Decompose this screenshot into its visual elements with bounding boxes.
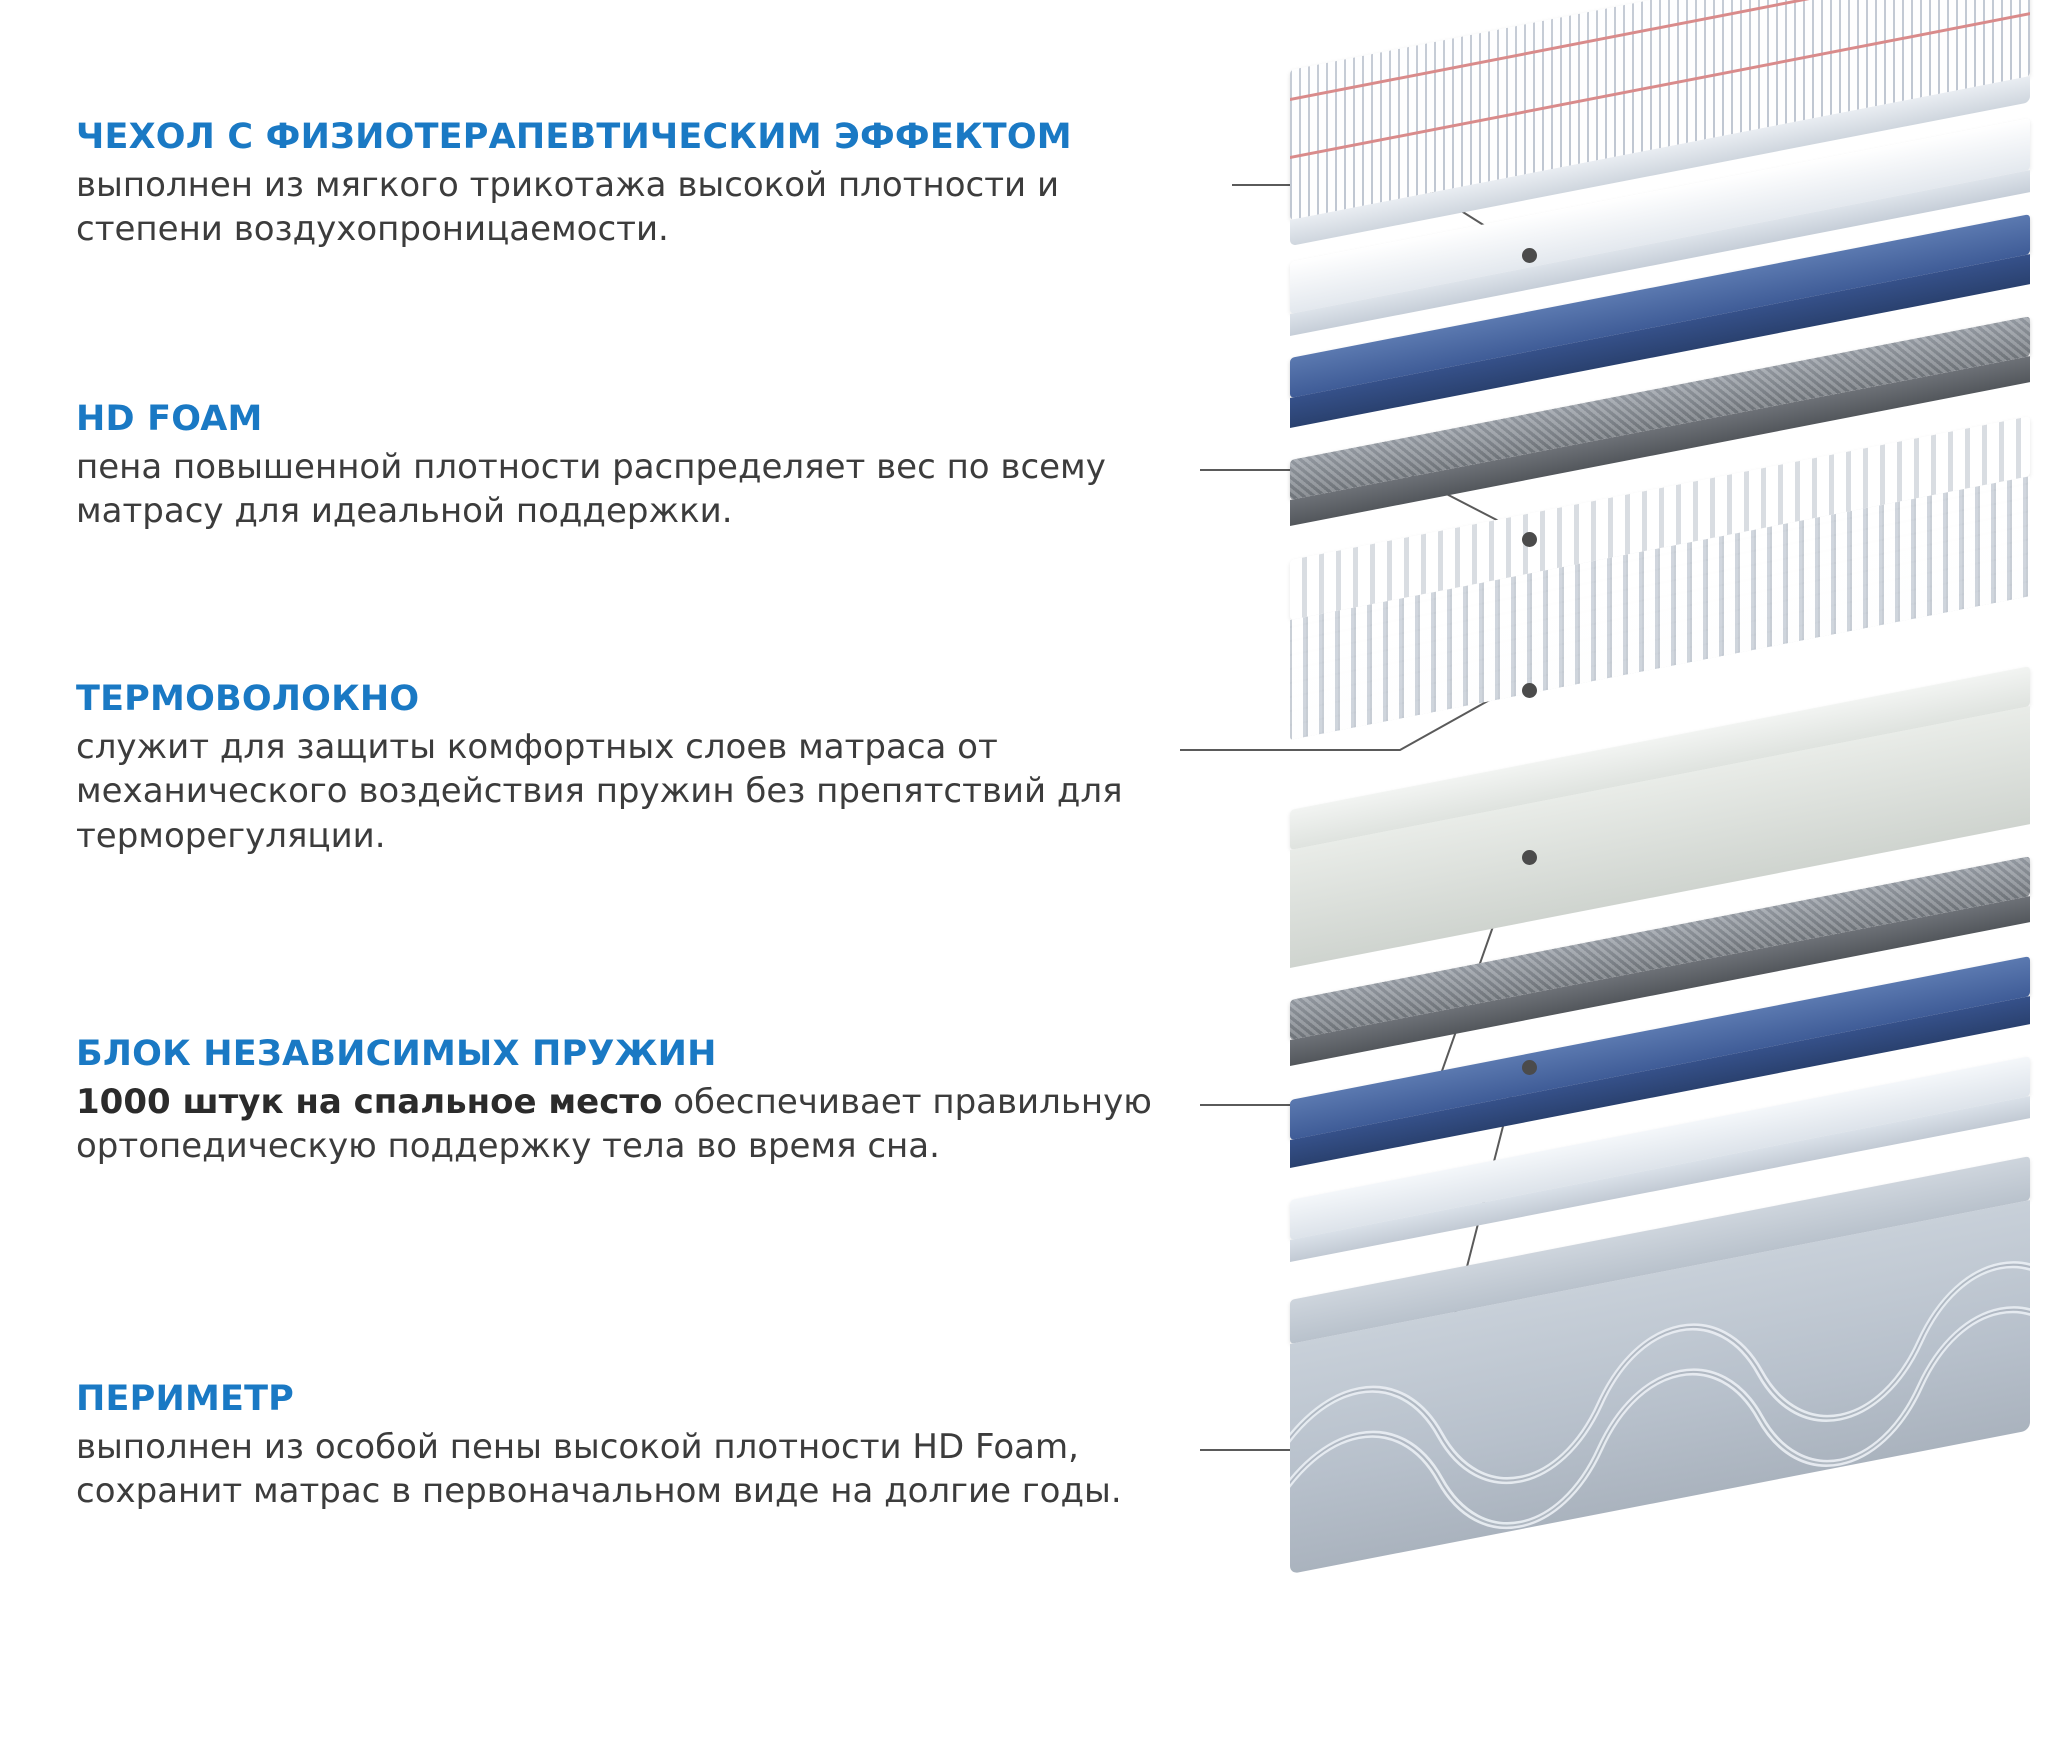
callout-thermo-heading: ТЕРМОВОЛОКНО [76,679,420,719]
callout-springs-heading: БЛОК НЕЗАВИСИМЫХ ПРУЖИН [76,1034,717,1074]
callout-thermo-body: служит для защиты комфортных слоев матраса от механического воздействия пружин без препятствий для терморегуляции. [76,727,1123,856]
anchor-dot-hd-foam [1522,532,1537,547]
callout-hd-foam [76,400,1206,534]
callout-perimeter-body: выполнен из особой пены высокой плотности HD Foam, сохранит матрас в первоначальном виде на долгие годы. [76,1427,1122,1512]
callout-thermo [76,680,1206,858]
callout-perimeter [76,1380,1206,1514]
anchor-dot-perimeter [1522,1060,1537,1075]
anchor-dot-springs [1522,850,1537,865]
callout-hd-foam-body: пена повышенной плотности распределяет вес по всему матрасу для идеальной поддержки. [76,447,1106,532]
layer-base-cover [1290,1300,2030,1560]
callout-cover [76,118,1206,252]
callout-springs-body-strong: 1000 штук на спальное место [76,1082,663,1123]
callout-cover-heading: ЧЕХОЛ С ФИЗИОТЕРАПЕВТИЧЕСКИМ ЭФФЕКТОМ [76,117,1072,157]
callout-springs-body [76,1080,1196,1168]
anchor-dot-cover [1522,248,1537,263]
mattress-illustration [1290,40,2048,1740]
callout-hd-foam-heading: HD FOAM [76,399,263,439]
callout-cover-body: выполнен из мягкого трикотажа высокой плотности и степени воздухопроницаемости. [76,165,1060,250]
anchor-dot-thermo [1522,683,1537,698]
callout-springs-body-rest: обеспечивает правильную ортопедическую поддержку тела во время сна. [76,1082,1152,1167]
callout-perimeter-heading: ПЕРИМЕТР [76,1379,295,1419]
callout-springs [76,1035,1206,1169]
